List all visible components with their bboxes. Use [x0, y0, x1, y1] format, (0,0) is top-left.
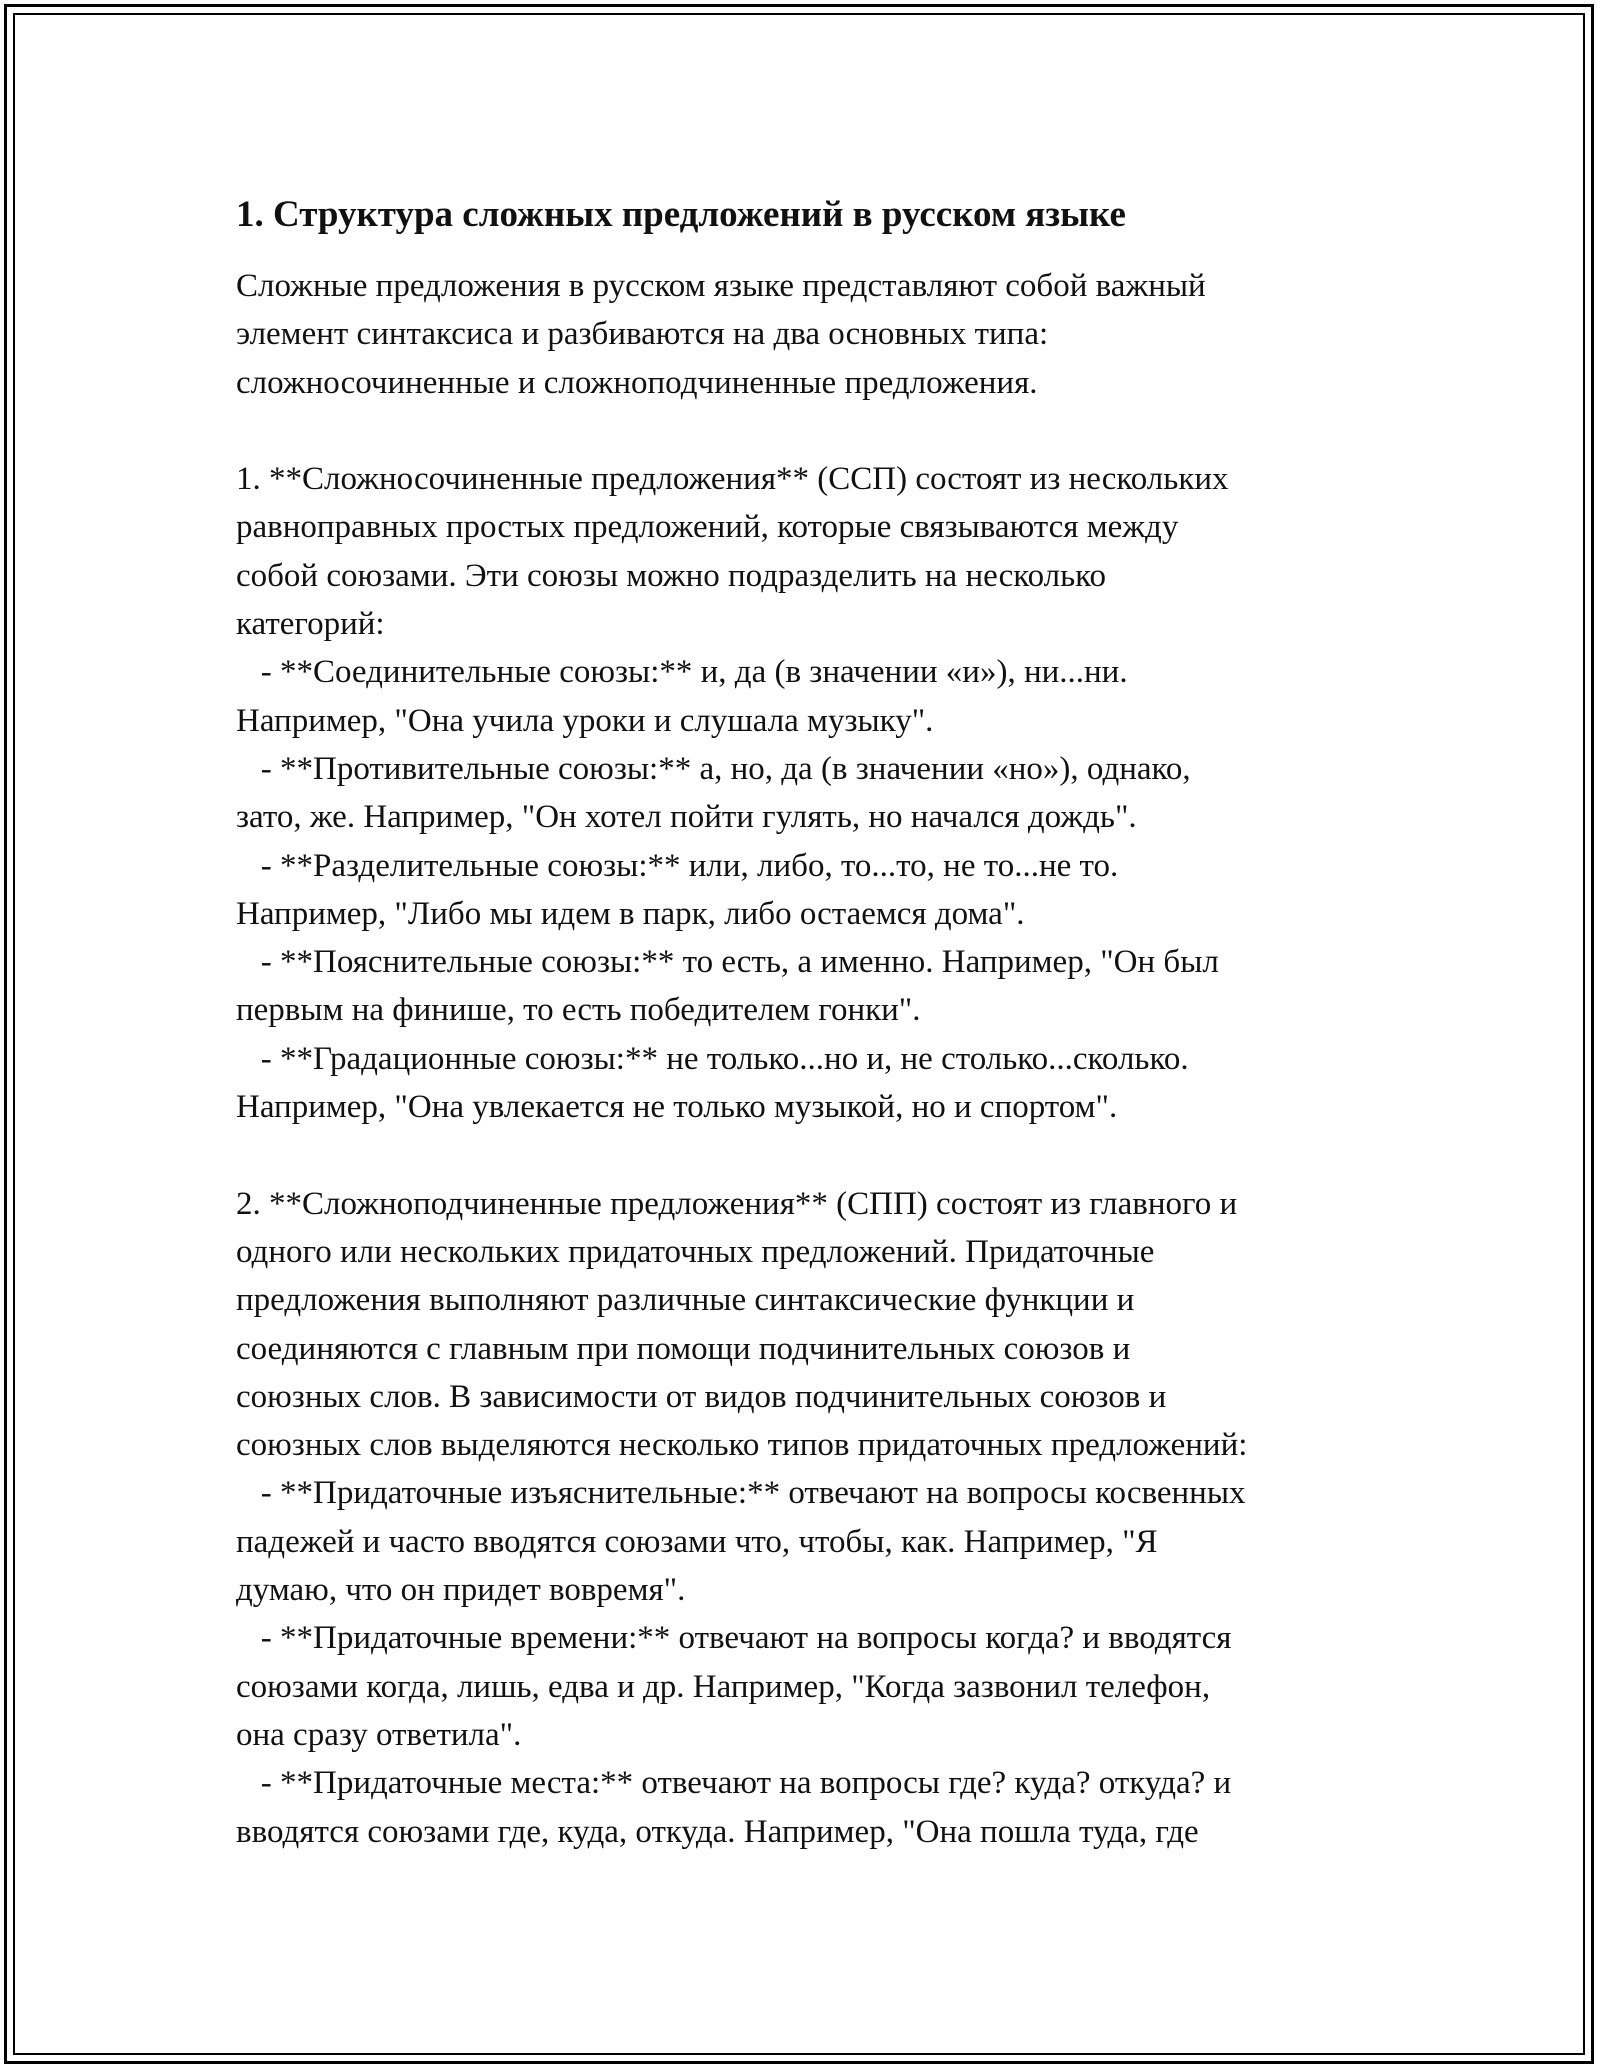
paragraph-gap	[236, 1131, 1446, 1179]
text-line: падежей и часто вводятся союзами что, чтобы, как. Например, "Я	[236, 1523, 1158, 1560]
document-body	[236, 186, 1446, 1856]
text-line: сложносочиненные и сложноподчиненные предложения.	[236, 364, 1038, 401]
section-compound-sentences	[236, 455, 1446, 1131]
document-title: 1. Структура сложных предложений в русском языке	[236, 194, 1126, 235]
list-item-line: - **Придаточные времени:** отвечают на вопросы когда? и вводятся	[236, 1620, 1232, 1657]
text-line: она сразу ответила".	[236, 1716, 522, 1753]
text-line: собой союзами. Эти союзы можно подразделить на несколько	[236, 557, 1107, 594]
text-line: одного или нескольких придаточных предложений. Придаточные	[236, 1233, 1155, 1270]
text-line: Например, "Она учила уроки и слушала музыку".	[236, 702, 934, 739]
text-line: союзных слов. В зависимости от видов подчинительных союзов и	[236, 1378, 1167, 1415]
text-line: соединяются с главным при помощи подчинительных союзов и	[236, 1330, 1131, 1367]
text-line: равноправных простых предложений, которые связываются между	[236, 509, 1179, 546]
section-complex-sentences	[236, 1180, 1446, 1856]
text-line: зато, же. Например, "Он хотел пойти гулять, но начался дождь".	[236, 799, 1137, 836]
list-item-line: - **Градационные союзы:** не только...но и, не столько...сколько.	[236, 1040, 1189, 1077]
text-line: Например, "Она увлекается не только музыкой, но и спортом".	[236, 1089, 1118, 1126]
list-item-line: - **Пояснительные союзы:** то есть, а именно. Например, "Он был	[236, 944, 1219, 981]
text-line: 1. **Сложносочиненные предложения** (ССП) состоят из нескольких	[236, 461, 1229, 498]
text-line: союзами когда, лишь, едва и др. Например, "Когда зазвонил телефон,	[236, 1668, 1211, 1705]
text-line: 2. **Сложноподчиненные предложения** (СПП) состоят из главного и	[236, 1185, 1238, 1222]
text-line: думаю, что он придет вовремя".	[236, 1572, 686, 1609]
text-line: вводятся союзами где, куда, откуда. Например, "Она пошла туда, где	[236, 1813, 1199, 1850]
list-item-line: - **Противительные союзы:** а, но, да (в значении «но»), однако,	[236, 750, 1191, 787]
text-line: первым на финише, то есть победителем гонки".	[236, 992, 921, 1029]
text-line: Например, "Либо мы идем в парк, либо остаемся дома".	[236, 895, 1025, 932]
text-line: категорий:	[236, 606, 385, 643]
text-line: предложения выполняют различные синтаксические функции и	[236, 1282, 1135, 1319]
paragraph-gap	[236, 407, 1446, 455]
list-item-line: - **Разделительные союзы:** или, либо, то...то, не то...не то.	[236, 847, 1119, 884]
intro-paragraph	[236, 262, 1446, 407]
list-item-line: - **Соединительные союзы:** и, да (в значении «и»), ни...ни.	[236, 654, 1128, 691]
list-item-line: - **Придаточные изъяснительные:** отвечают на вопросы косвенных	[236, 1475, 1246, 1512]
text-line: Сложные предложения в русском языке представляют собой важный	[236, 268, 1206, 304]
text-line: союзных слов выделяются несколько типов придаточных предложений:	[236, 1427, 1248, 1464]
list-item-line: - **Придаточные места:** отвечают на вопросы где? куда? откуда? и	[236, 1765, 1232, 1802]
text-line: элемент синтаксиса и разбиваются на два основных типа:	[236, 316, 1049, 353]
